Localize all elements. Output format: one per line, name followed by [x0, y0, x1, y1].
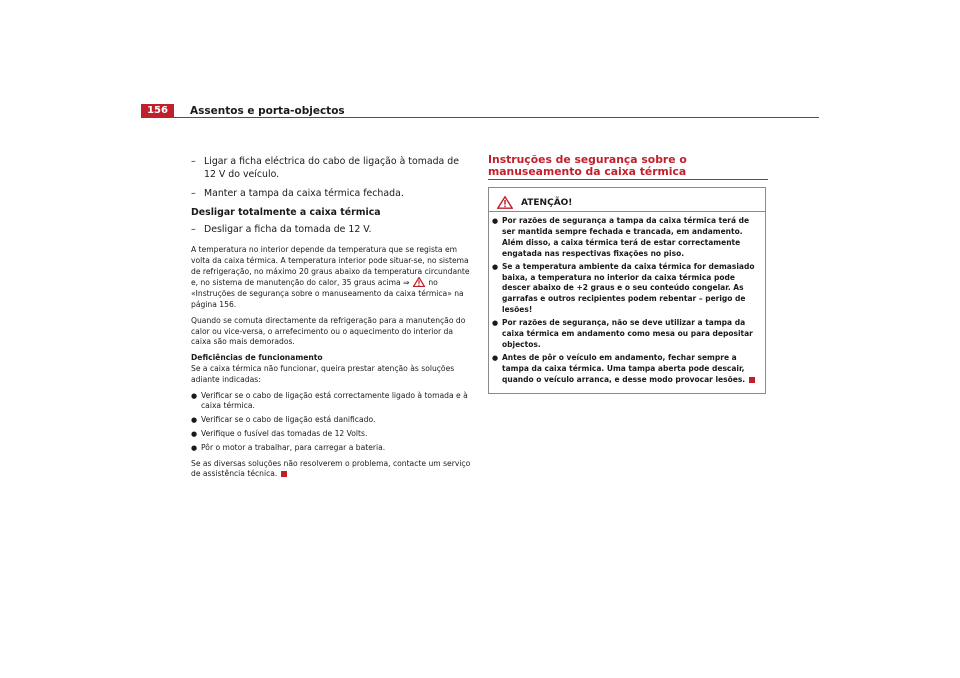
fault-bullet [191, 391, 471, 413]
instruction-text: Desligar a ficha da tomada de 12 V. [204, 224, 372, 235]
dash-marker: – [191, 224, 196, 235]
faults-heading: Deficiências de funcionamento [191, 353, 323, 363]
closing-note [191, 459, 471, 481]
end-of-section-square-icon [749, 377, 755, 383]
faults-intro: Se a caixa térmica não funcionar, queira prestar atenção às soluções adiante indicadas: [191, 363, 455, 384]
warning-triangle-icon [413, 277, 425, 287]
bullet-dot: ● [191, 429, 198, 438]
warning-body [489, 212, 765, 393]
warning-bullet [492, 216, 762, 260]
fault-bullet [191, 443, 471, 454]
warning-bullet-text: Antes de pôr o veículo em andamento, fechar sempre a tampa da caixa térmica. Uma tampa aberta pode descair, quando o veículo arranca, e desse modo provocar lesões. [502, 352, 746, 384]
warning-bullet-text: Por razões de segurança a tampa da caixa térmica terá de ser mantida sempre fechada e trancada, em andamento. Além disso, a caixa térmica terá de estar correctamente engatada nas respectivas fixações no piso. [502, 216, 750, 258]
bullet-dot: ● [191, 391, 198, 400]
switching-note: Quando se comuta directamente da refrigeração para a manutenção do calor ou vice-versa, o arrefecimento ou o aquecimento do interior da caixa são mais demorados. [191, 315, 466, 347]
bullet-dot: ● [191, 416, 198, 425]
instruction-item [191, 155, 471, 181]
warning-header [489, 188, 765, 211]
left-column [191, 155, 471, 485]
instruction-text: Ligar a ficha eléctrica do cabo de ligação à tomada de 12 V do veículo. [204, 156, 459, 180]
dash-marker: – [191, 188, 196, 199]
bullet-dot: ● [492, 353, 499, 362]
temperature-note-text: A temperatura no interior depende da temperatura que se regista em volta da caixa térmica. A temperatura interior pode situar-se, no sistema de refrigeração, no máximo 20 graus abaixo da temperatura circundante e, no sistema de manutenção do calor, 35 graus acima [191, 245, 470, 288]
warning-bullet-text: Se a temperatura ambiente da caixa térmica for demasiado baixa, a temperatura no interior da caixa térmica pode descer abaixo de +2 graus e o seu conteúdo congelar. As garrafas e outros recipientes podem rebentar – perigo de lesões! [502, 261, 755, 315]
dash-marker: – [191, 156, 196, 167]
page-number: 156 [141, 104, 174, 118]
bullet-dot: ● [492, 262, 499, 271]
bullet-dot: ● [191, 443, 198, 452]
warning-bullet [492, 353, 762, 386]
closing-note-text: Se as diversas soluções não resolverem o problema, contacte um serviço de assistência técnica. [191, 458, 471, 479]
temperature-note [191, 245, 471, 311]
fault-bullet-text: Pôr o motor a trabalhar, para carregar a bateria. [201, 442, 386, 452]
end-of-section-square-icon [281, 471, 287, 477]
header-rule [174, 117, 819, 118]
fault-bullet [191, 429, 471, 440]
instruction-item [191, 223, 471, 236]
warning-triangle-icon [497, 196, 513, 209]
instruction-text: Manter a tampa da caixa térmica fechada. [204, 188, 404, 199]
section-subheading: Desligar totalmente a caixa térmica [191, 207, 381, 218]
fault-bullet-text: Verificar se o cabo de ligação está correctamente ligado à tomada e à caixa térmica. [201, 390, 468, 411]
instruction-item [191, 187, 471, 200]
reference-arrow: ⇒ [403, 278, 410, 288]
warning-bullet [492, 318, 762, 351]
fault-bullet-text: Verifique o fusível das tomadas de 12 Volts. [201, 428, 368, 438]
section-title: Instruções de segurança sobre o manuseamento da caixa térmica [488, 154, 768, 180]
notes-block [191, 245, 471, 480]
warning-bullet-text: Por razões de segurança, não se deve utilizar a tampa da caixa térmica em andamento como mesa ou para depositar objectos. [502, 318, 753, 349]
bullet-dot: ● [492, 217, 499, 225]
fault-bullet-text: Verificar se o cabo de ligação está danificado. [201, 415, 376, 425]
fault-bullet [191, 415, 471, 426]
header-title: Assentos e porta-objectos [190, 105, 345, 117]
warning-label: ATENÇÃO! [521, 197, 573, 208]
temperature-note-reference: no «Instruções de segurança sobre o manuseamento da caixa térmica» na página 156. [191, 278, 464, 309]
right-column [488, 154, 768, 394]
warning-bullet [492, 262, 762, 317]
bullet-dot: ● [492, 319, 499, 328]
warning-box [488, 187, 766, 394]
